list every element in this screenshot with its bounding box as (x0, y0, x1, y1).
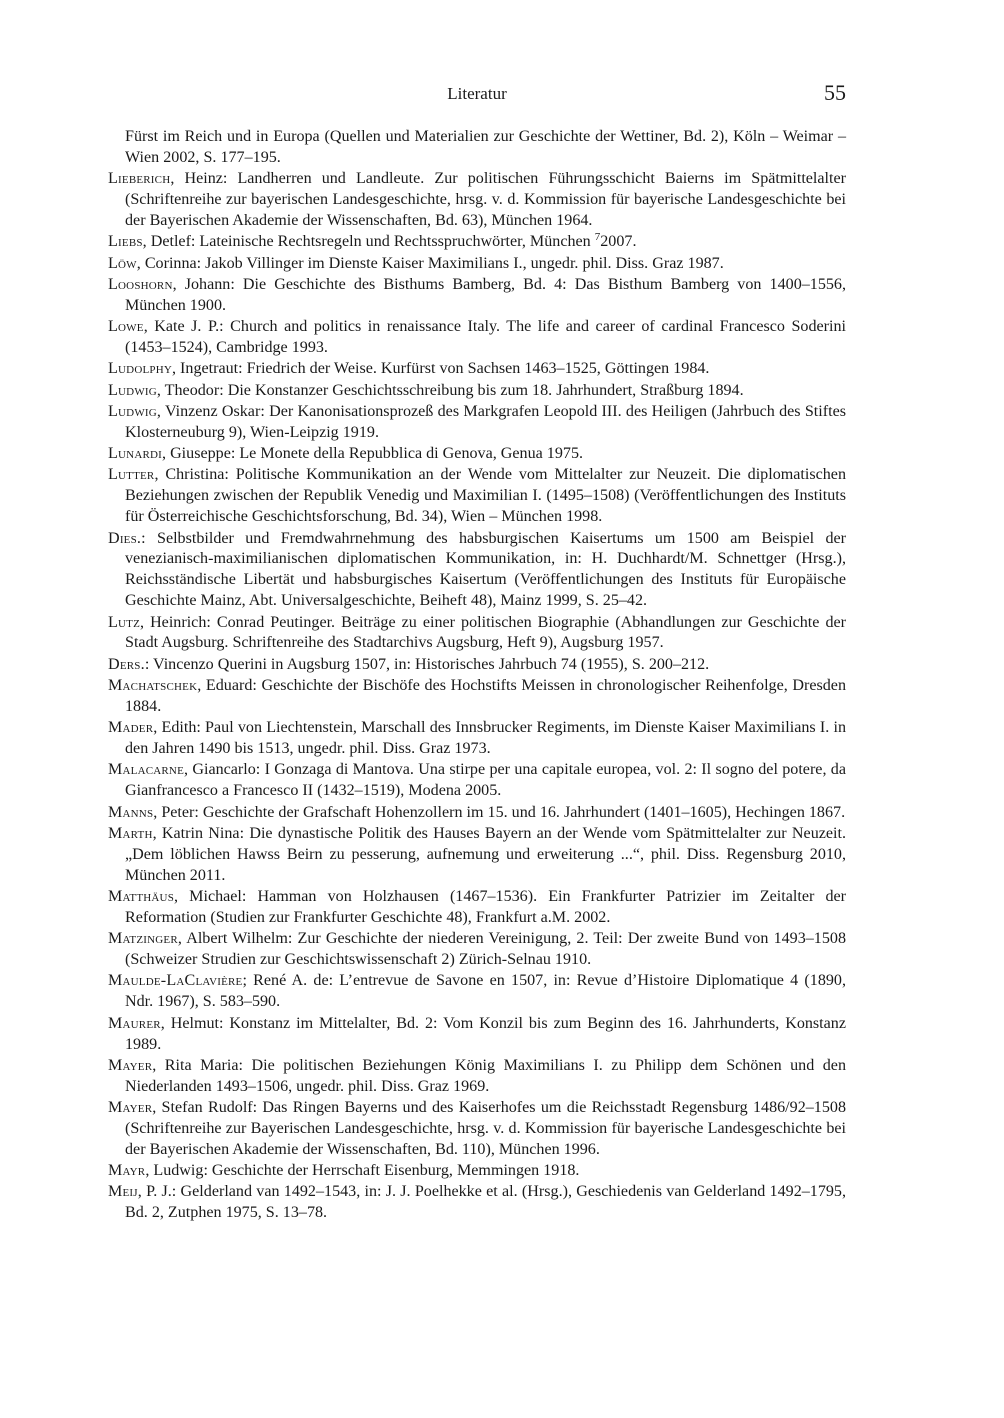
entry-edition-superscript: 7 (594, 231, 601, 244)
bibliography-entry (108, 655, 846, 676)
entry-text: , Helmut: Konstanz im Mittelalter, Bd. 2: Vom Konzil bis zum Beginn des 16. Jahrhunderts, Konstanz 1989. (125, 1014, 846, 1053)
entry-author: Maulde-LaClavière (108, 972, 243, 990)
entry-text: ; René A. de: L’entrevue de Savone en 1507, in: Revue d’Histoire Diplomatique 4 (1890, Ndr. 1967), S. 583–590. (125, 972, 846, 1011)
entry-text: , Michael: Hamman von Holzhausen (1467–1536). Ein Frankfurter Patrizier im Zeitalter der Reformation (Studien zur Frankfurter Geschichte 48), Frankfurt a.M. 2002. (125, 888, 846, 926)
bibliography-entry (108, 402, 846, 444)
bibliography-entry (108, 444, 846, 465)
entry-text: , Heinrich: Conrad Peutinger. Beiträge zu einer politischen Biographie (Abhandlungen zur Geschichte der Stadt Augsburg. Schriftenreihe des Stadtarchivs Augsburg, Heft 9), Augsburg 1957. (125, 613, 846, 652)
entry-author: Looshorn (108, 275, 173, 293)
entry-text: , Corinna: Jakob Villinger im Dienste Kaiser Maximilians I., ungedr. phil. Diss. Graz 1987. (136, 254, 724, 272)
bibliography-entry (108, 127, 846, 169)
bibliography-entry (108, 1098, 846, 1161)
entry-author: Ders. (108, 655, 145, 673)
entry-author: Manns (108, 803, 154, 821)
entry-text: , P. J.: Gelderland van 1492–1543, in: J. J. Poelhekke et al. (Hrsg.), Geschiedenis van Gelderland 1492–1795, Bd. 2, Zutphen 1975, S. 13–78. (125, 1183, 846, 1222)
entry-text: : Selbstbilder und Fremdwahrnehmung des habsburgischen Kaisertums um 1500 am Beispiel der venezianisch-maximilianischen diplomatischen Kommunikation, in: H. Duchhardt/M. Schnettger (Hrsg.), Reichsständische Libertät und habsburgisches Kaisertum (Veröffentlichungen des Instituts für Europäische Geschichte Mainz, Abt. Universalgeschichte, Beiheft 48), Mainz 1999, S. 25–42. (125, 529, 846, 610)
entry-text: , Albert Wilhelm: Zur Geschichte der niederen Vereinigung, 2. Teil: Der zweite Bund von 1493–1508 (Schweizer Strudien zur Geschichtswissenschaft 2) Zürich-Selnau 1910. (125, 930, 846, 969)
entry-text: , Edith: Paul von Liechtenstein, Marschall des Innsbrucker Regiments, im Dienste Kaiser Maximilians I. in den Jahren 1490 bis 1513, ungedr. phil. Diss. Graz 1973. (125, 719, 846, 758)
bibliography-list (108, 127, 846, 1225)
entry-text: , Giancarlo: I Gonzaga di Mantova. Una stirpe per una capitale europea, vol. 2: Il sogno del potere, da Gianfrancesco a Francesco II (1432–1519), Modena 2005. (125, 761, 846, 800)
bibliography-entry (108, 1182, 846, 1224)
entry-author: Matthäus (108, 888, 175, 906)
bibliography-entry (108, 169, 846, 232)
bibliography-entry (108, 1014, 846, 1056)
bibliography-entry (108, 824, 846, 887)
entry-text: , Vinzenz Oskar: Der Kanonisationsprozeß des Markgrafen Leopold III. des Heiligen (Jahrbuch des Stiftes Klosterneuburg 9), Wien-Leipzig 1919. (125, 402, 846, 441)
bibliography-entry (108, 676, 846, 718)
entry-text: , Ludwig: Geschichte der Herrschaft Eisenburg, Memmingen 1918. (145, 1162, 580, 1180)
entry-text: , Detlef: Lateinische Rechtsregeln und Rechtsspruchwörter, München (142, 233, 595, 251)
entry-text: , Katrin Nina: Die dynastische Politik des Hauses Bayern an der Wende vom Spätmittelalter zur Neuzeit. „Dem löblichen Hawss Beirn zu pesserung, aufnemung und erweiterung ...“, phil. Diss. Regensburg 2010, München 2011. (125, 824, 846, 884)
bibliography-entry (108, 929, 846, 971)
bibliography-entry (108, 359, 846, 380)
running-head (108, 82, 846, 106)
entry-author: Meij (108, 1183, 138, 1201)
entry-text: , Peter: Geschichte der Grafschaft Hohenzollern im 15. und 16. Jahrhundert (1401–1605), Hechingen 1867. (153, 803, 846, 821)
entry-author: Lunardi (108, 445, 163, 463)
bibliography-entry (108, 971, 846, 1013)
bibliography-entry (108, 529, 846, 613)
bibliography-entry (108, 317, 846, 359)
bibliography-entry (108, 718, 846, 760)
entry-author: Mayer (108, 1056, 153, 1074)
bibliography-entry (108, 887, 846, 929)
entry-author: Marth (108, 824, 153, 842)
bibliography-entry (108, 254, 846, 275)
entry-author: Lowe (108, 318, 144, 336)
bibliography-entry (108, 613, 846, 655)
bibliography-entry (108, 1161, 846, 1182)
bibliography-entry (108, 275, 846, 317)
entry-text-after: 2007. (600, 233, 637, 251)
entry-text: , Kate J. P.: Church and politics in renaissance Italy. The life and career of cardinal Francesco Soderini (1453–1524), Cambridge 1993. (125, 318, 846, 357)
entry-text: Fürst im Reich und in Europa (Quellen und Materialien zur Geschichte der Wettiner, Bd. 2), Köln – Weimar – Wien 2002, S. 177–195. (125, 128, 846, 166)
entry-author: Malacarne (108, 761, 184, 779)
entry-author: Machatschek (108, 677, 198, 695)
bibliography-entry (108, 760, 846, 802)
entry-author: Löw (108, 254, 137, 272)
entry-author: Ludwig (108, 381, 157, 399)
page-number: 55 (824, 80, 846, 105)
bibliography-entry (108, 803, 846, 824)
entry-author: Dies. (108, 529, 142, 547)
entry-text: , Heinz: Landherren und Landleute. Zur politischen Führungsschicht Baierns im Spätmittelalter (Schriftenreihe zur bayerischen Landesgeschichte, hrsg. v. d. Kommission für bayerische Landesgeschichte bei der Bayerischen Akademie der Wissenschaften, Bd. 63), München 1964. (125, 170, 846, 230)
bibliography-entry (108, 381, 846, 402)
entry-text: , Ingetraut: Friedrich der Weise. Kurfürst von Sachsen 1463–1525, Göttingen 1984. (172, 360, 710, 378)
entry-author: Matzinger (108, 930, 178, 948)
entry-author: Lutter (108, 466, 155, 484)
entry-author: Ludwig (108, 402, 157, 420)
running-title: Literatur (447, 84, 507, 103)
bibliography-entry (108, 232, 846, 253)
entry-author: Mayr (108, 1162, 146, 1180)
entry-text: , Giuseppe: Le Monete della Repubblica di Genova, Genua 1975. (162, 445, 584, 463)
entry-author: Maurer (108, 1014, 161, 1032)
entry-text: , Eduard: Geschichte der Bischöfe des Hochstifts Meissen in chronologischer Reihenfolge, Dresden 1884. (125, 677, 846, 715)
bibliography-entry (108, 1056, 846, 1098)
entry-author: Ludolphy (108, 360, 172, 378)
entry-text: : Vincenzo Querini in Augsburg 1507, in: Historisches Jahrbuch 74 (1955), S. 200–212. (144, 655, 710, 673)
entry-text: , Stefan Rudolf: Das Ringen Bayerns und des Kaiserhofes um die Reichsstadt Regensburg 1486/92–1508 (Schriftenreihe zur Bayerischen Landesgeschichte, hrsg. v. d. Kommission für bayerische Landesgeschichte bei der Bayerischen Akademie der Wissenschaften, Bd. 110), München 1996. (125, 1099, 846, 1158)
entry-text: , Johann: Die Geschichte des Bisthums Bamberg, Bd. 4: Das Bisthum Bamberg von 1400–1556, München 1900. (125, 275, 846, 314)
entry-author: Lieberich (108, 170, 171, 188)
entry-author: Liebs (108, 233, 143, 251)
entry-text: , Theodor: Die Konstanzer Geschichtsschreibung bis zum 18. Jahrhundert, Straßburg 1894. (156, 381, 744, 399)
entry-text: , Rita Maria: Die politischen Beziehungen König Maximilians I. zu Philipp dem Schönen und den Niederlanden 1493–1506, ungedr. phil. Diss. Graz 1969. (125, 1056, 846, 1095)
entry-author: Mader (108, 719, 154, 737)
bibliography-entry (108, 465, 846, 528)
entry-text: , Christina: Politische Kommunikation an der Wende vom Mittelalter zur Neuzeit. Die diplomatischen Beziehungen zwischen der Republik Venedig und Maximilian I. (1495–1508) (Veröffentlichungen des Instituts für Österreichische Geschichtsforschung, Bd. 34), Wien – München 1998. (125, 466, 846, 526)
entry-author: Lutz (108, 613, 141, 631)
entry-author: Mayer (108, 1099, 153, 1117)
